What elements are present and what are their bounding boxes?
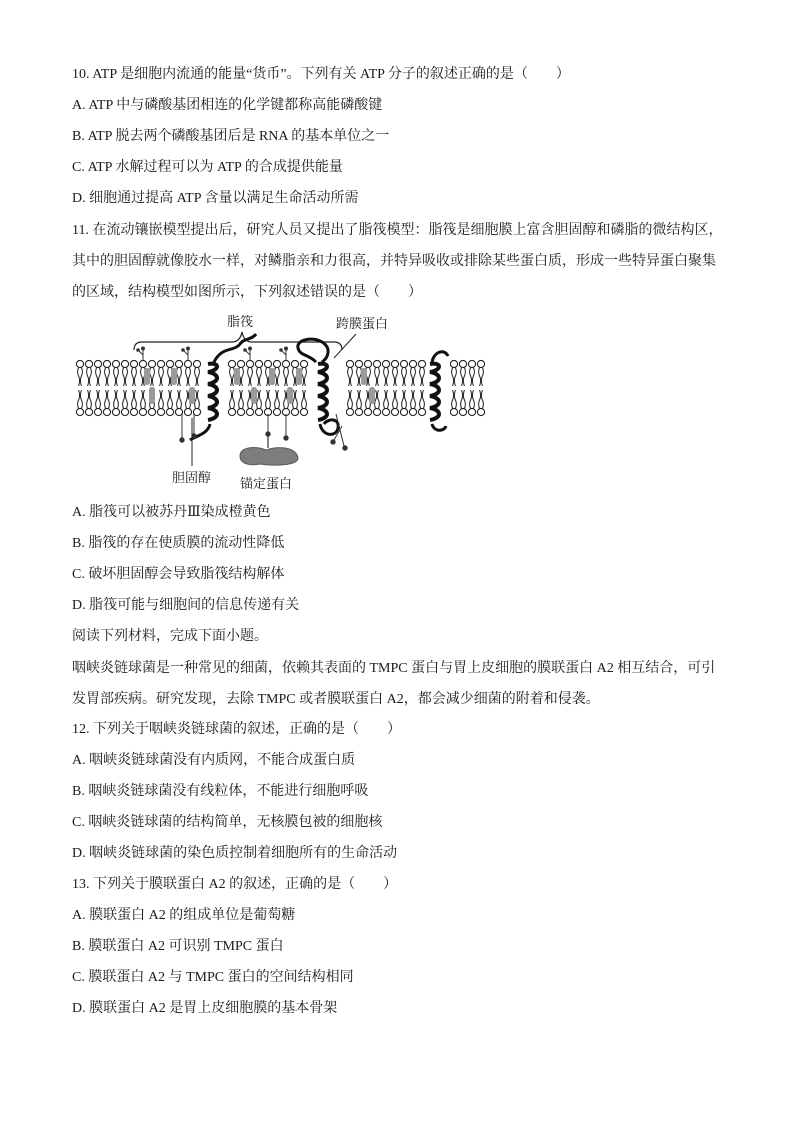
q11-stem-line-2: 其中的胆固醇就像胶水一样，对鳞脂亲和力很高，并特异吸收或排除某些蛋白质，形成一些特异蛋白聚集: [72, 254, 716, 269]
material-body: [72, 653, 736, 715]
q13-option-b: B. 膜联蛋白 A2 可识别 TMPC 蛋白: [72, 939, 284, 954]
material-body-line-1: 咽峡炎链球菌是一种常见的细菌，依赖其表面的 TMPC 蛋白与胃上皮细胞的膜联蛋白 A2 相互结合，可引: [72, 661, 716, 676]
q12-stem: 12. 下列关于咽峡炎链球菌的叙述，正确的是（ ）: [72, 722, 401, 737]
outer-leaflet: [76, 360, 484, 386]
q10-option-b: B. ATP 脱去两个磷酸基团后是 RNA 的基本单位之一: [72, 129, 390, 144]
label-cholesterol: 胆固醇: [172, 470, 212, 485]
q10-option-d: D. 细胞通过提高 ATP 含量以满足生命活动所需: [72, 191, 359, 206]
inner-leaflet: [76, 390, 484, 416]
q12-option-a: A. 咽峡炎链球菌没有内质网，不能合成蛋白质: [72, 753, 356, 768]
q10-option-a: A. ATP 中与磷酸基团相连的化学键都称高能磷酸键: [72, 98, 383, 113]
q10-stem: 10. ATP 是细胞内流通的能量“货币”。下列有关 ATP 分子的叙述正确的是（ ）: [72, 67, 570, 82]
q10-option-c: C. ATP 水解过程可以为 ATP 的合成提供能量: [72, 160, 343, 175]
q12-option-d: D. 咽峡炎链球菌的染色质控制着细胞所有的生命活动: [72, 846, 398, 861]
q11-option-a: A. 脂筏可以被苏丹Ⅲ染成橙黄色: [72, 505, 271, 520]
glycolipid-chains: [136, 347, 288, 361]
q11-option-b: B. 脂筏的存在使质膜的流动性降低: [72, 536, 285, 551]
q11-stem-line-1: 11. 在流动镶嵌模型提出后，研究人员又提出了脂筏模型：脂筏是细胞膜上富含胆固醇和磷脂的微结构区，: [72, 223, 723, 238]
material-body-line-2: 发胃部疾病。研究发现，去除 TMPC 或者膜联蛋白 A2，都会减少细菌的附着和侵袭。: [72, 692, 600, 707]
q11-stem-line-3: 的区域，结构模型如图所示，下列叙述错误的是（ ）: [72, 285, 422, 300]
q13-option-d: D. 膜联蛋白 A2 是胃上皮细胞膜的基本骨架: [72, 1001, 338, 1016]
q12-option-b: B. 咽峡炎链球菌没有线粒体，不能进行细胞呼吸: [72, 784, 369, 799]
anchored-protein: [240, 448, 298, 466]
material-intro: 阅读下列材料，完成下面小题。: [72, 629, 268, 644]
transmembrane-protein-2: [298, 339, 338, 434]
q11-option-c: C. 破坏胆固醇会导致脂筏结构解体: [72, 567, 285, 582]
q11-option-d: D. 脂筏可能与细胞间的信息传递有关: [72, 598, 300, 613]
q13-stem: 13. 下列关于膜联蛋白 A2 的叙述，正确的是（ ）: [72, 877, 398, 892]
lipid-raft-membrane-diagram: [72, 306, 492, 502]
label-transmembrane-protein: 跨膜蛋白: [336, 316, 389, 331]
q13-option-c: C. 膜联蛋白 A2 与 TMPC 蛋白的空间结构相同: [72, 970, 354, 985]
q13-option-a: A. 膜联蛋白 A2 的组成单位是葡萄糖: [72, 908, 296, 923]
label-anchored-protein: 锚定蛋白: [240, 476, 293, 491]
label-lipid-raft: 脂筏: [227, 314, 254, 329]
q12-option-c: C. 咽峡炎链球菌的结构简单，无核膜包被的细胞核: [72, 815, 383, 830]
q11-stem: [72, 215, 736, 308]
transmembrane-protein-3: [430, 352, 448, 431]
